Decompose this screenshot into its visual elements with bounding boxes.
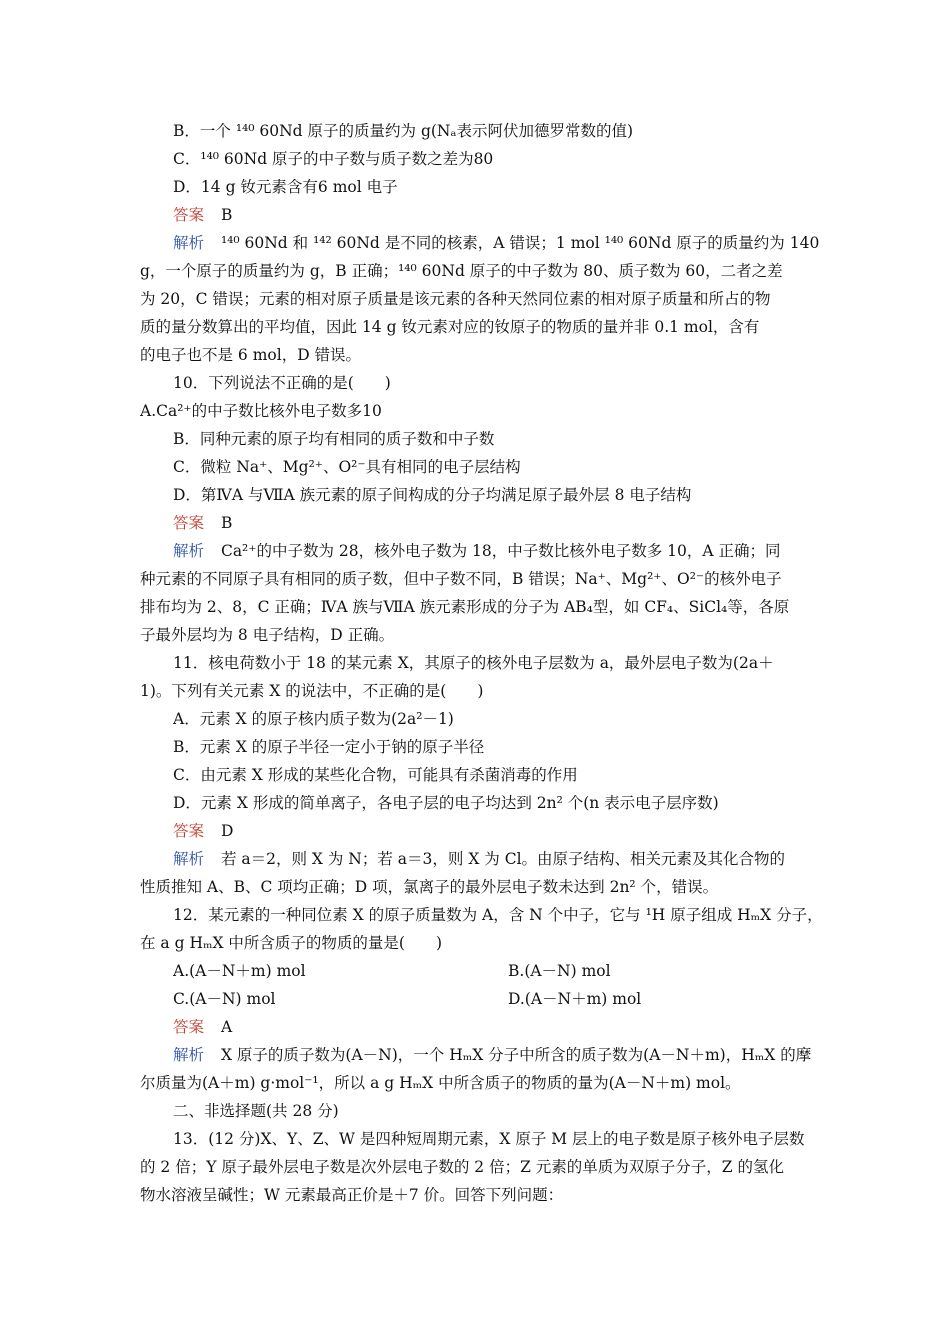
analysis-text: 为 20，C 错误；元素的相对原子质量是该元素的各种天然同位素的相对原子质量和所占的物 [140, 290, 771, 308]
q11-stem-cont: 1)。下列有关元素 X 的说法中，不正确的是( ) [140, 682, 484, 700]
analysis-text: 性质推知 A、B、C 项均正确；D 项，氯离子的最外层电子数未达到 2n² 个，错误。 [140, 878, 719, 896]
answer-label: 答案 [173, 206, 205, 224]
analysis-text: 排布均为 2、8，C 正确；ⅣA 族与ⅦA 族元素形成的分子为 AB₄型，如 CF₄、SiCl₄等，各原 [140, 598, 790, 616]
analysis-text: 若 a＝2，则 X 为 N；若 a＝3，则 X 为 Cl。由原子结构、相关元素及其化合物的 [220, 850, 786, 868]
q10-option-d: D．第ⅣA 与ⅦA 族元素的原子间构成的分子均满足原子最外层 8 电子结构 [173, 486, 692, 504]
answer-label: 答案 [173, 1018, 205, 1036]
q12-option-d: D.(A－N＋m) mol [508, 990, 642, 1008]
analysis-text: X 原子的质子数为(A－N)，一个 HₘX 分子中所含的质子数为(A－N＋m)，HₘX 的摩 [220, 1046, 812, 1064]
q11-option-a: A．元素 X 的原子核内质子数为(2a²－1) [173, 710, 454, 728]
q11-option-b: B．元素 X 的原子半径一定小于钠的原子半径 [173, 738, 485, 756]
analysis-text: 子最外层均为 8 电子结构，D 正确。 [140, 626, 395, 644]
q9-answer-row [173, 202, 853, 229]
answer-value: B [220, 206, 233, 224]
analysis-text: 种元素的不同原子具有相同的质子数，但中子数不同，B 错误；Na⁺、Mg²⁺、O²⁻的核外电子 [140, 570, 782, 588]
q10-option-c: C．微粒 Na⁺、Mg²⁺、O²⁻具有相同的电子层结构 [173, 458, 521, 476]
q10-answer-row [173, 510, 853, 537]
q9-option-c: C．¹⁴⁰ 60Nd 原子的中子数与质子数之差为80 [173, 150, 494, 168]
q12-stem-cont: 在 a g HₘX 中所含质子的物质的量是( ) [140, 934, 443, 952]
analysis-text: ¹⁴⁰ 60Nd 和 ¹⁴² 60Nd 是不同的核素，A 错误；1 mol ¹⁴⁰ 60Nd 原子的质量约为 140 [220, 234, 820, 252]
q11-option-d: D．元素 X 形成的简单离子，各电子层的电子均达到 2n² 个(n 表示电子层序数) [173, 794, 719, 812]
q10-option-a: A.Ca²⁺的中子数比核外电子数多10 [140, 402, 382, 420]
q11-option-c: C．由元素 X 形成的某些化合物，可能具有杀菌消毒的作用 [173, 766, 578, 784]
analysis-text: g，一个原子的质量约为 g，B 正确；¹⁴⁰ 60Nd 原子的中子数为 80、质子数为 60，二者之差 [140, 262, 783, 280]
q12-option-a: A.(A－N＋m) mol [173, 962, 306, 980]
q12-option-b: B.(A－N) mol [508, 962, 611, 980]
answer-label: 答案 [173, 822, 205, 840]
q10-option-b: B．同种元素的原子均有相同的质子数和中子数 [173, 430, 495, 448]
analysis-text: Ca²⁺的中子数为 28，核外电子数为 18，中子数比核外电子数多 10，A 正确；同 [220, 542, 781, 560]
answer-value: A [220, 1018, 233, 1036]
analysis-text: 尔质量为(A＋m) g·mol⁻¹，所以 a g HₘX 中所含质子的物质的量为(A－N＋m) mol。 [140, 1074, 741, 1092]
q13-stem: 13．(12 分)X、Y、Z、W 是四种短周期元素，X 原子 M 层上的电子数是原子核外电子层数 [173, 1130, 805, 1148]
q13-stem-cont: 的 2 倍；Y 原子最外层电子数是次外层电子数的 2 倍；Z 元素的单质为双原子分子，Z 的氢化 [140, 1158, 784, 1176]
q12-answer-row [173, 1014, 853, 1041]
answer-value: B [220, 514, 233, 532]
answer-label: 答案 [173, 514, 205, 532]
q12-stem: 12．某元素的一种同位素 X 的原子质量数为 A，含 N 个中子，它与 ¹H 原子组成 HₘX 分子， [173, 906, 823, 924]
q11-answer-row [173, 818, 853, 845]
q11-analysis-row [173, 846, 853, 873]
analysis-label: 解析 [173, 542, 205, 560]
q9-option-b: B．一个 ¹⁴⁰ 60Nd 原子的质量约为 g(Nₐ表示阿伏加德罗常数的值) [173, 122, 634, 140]
analysis-text: 的电子也不是 6 mol，D 错误。 [140, 346, 362, 364]
answer-value: D [220, 822, 234, 840]
q11-stem: 11．核电荷数小于 18 的某元素 X，其原子的核外电子层数为 a，最外层电子数为(2a＋ [173, 654, 774, 672]
q12-analysis-row [173, 1042, 853, 1069]
q12-option-c: C.(A－N) mol [173, 990, 276, 1008]
q10-stem: 10．下列说法不正确的是( ) [173, 374, 391, 392]
analysis-label: 解析 [173, 1046, 205, 1064]
q9-analysis-row [173, 230, 853, 257]
analysis-text: 质的量分数算出的平均值，因此 14 g 钕元素对应的钕原子的物质的量并非 0.1 mol，含有 [140, 318, 760, 336]
q10-analysis-row [173, 538, 853, 565]
analysis-label: 解析 [173, 850, 205, 868]
section-heading: 二、非选择题(共 28 分) [173, 1102, 339, 1120]
analysis-label: 解析 [173, 234, 205, 252]
q13-stem-cont: 物水溶液呈碱性；W 元素最高正价是＋7 价。回答下列问题： [140, 1186, 564, 1204]
q9-option-d: D．14 g 钕元素含有6 mol 电子 [173, 178, 398, 196]
